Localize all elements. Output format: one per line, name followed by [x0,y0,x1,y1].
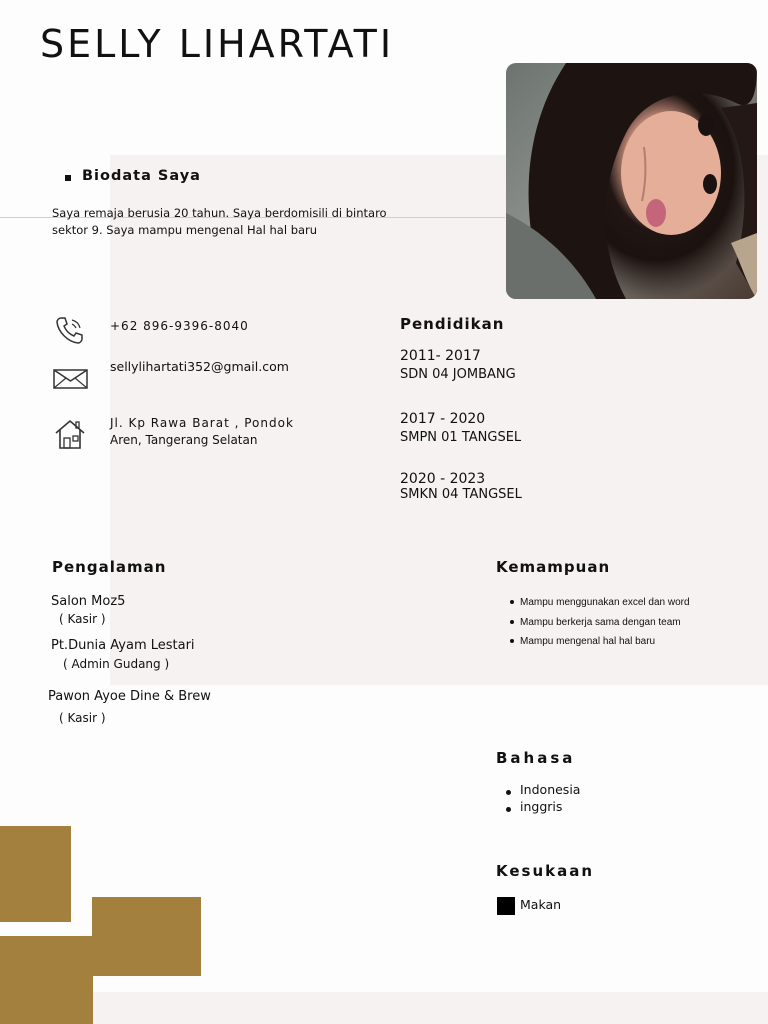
kesukaan-square [497,897,515,915]
kemampuan-item-1 [520,597,690,608]
bahasa-item-text: inggris [520,799,563,814]
biodata-text-line1: Saya remaja berusia 20 tahun. Saya berdomisili di bintaro [52,206,387,220]
pendidikan-school-1: SDN 04 JOMBANG [400,367,516,382]
photo-illustration [506,63,757,299]
kemampuan-item-text: Mampu menggunakan excel dan word [520,597,690,608]
pendidikan-years-1: 2011- 2017 [400,348,481,364]
bg-panel-bottom [0,992,768,1024]
bullet-dot [510,600,514,604]
page-title: SELLY LIHARTATI [40,22,395,66]
gold-block-3 [0,936,93,1024]
bullet-dot [506,790,511,795]
kemampuan-item-text: Mampu berkerja sama dengan team [520,617,681,628]
pengalaman-role-3: ( Kasir ) [59,711,106,725]
bullet-dot [510,620,514,624]
pendidikan-school-2: SMPN 01 TANGSEL [400,430,522,445]
pengalaman-place-3: Pawon Ayoe Dine & Brew [48,689,211,704]
home-icon [54,418,86,450]
kemampuan-item-3 [520,636,655,647]
pendidikan-years-2: 2017 - 2020 [400,411,486,427]
pendidikan-years-3: 2020 - 2023 [400,471,486,487]
pengalaman-role-1: ( Kasir ) [59,612,106,626]
phone-icon [54,314,86,346]
bullet-dot [510,639,514,643]
bahasa-title: Bahasa [496,749,576,767]
kesukaan-title: Kesukaan [496,862,595,880]
bahasa-item-1 [520,782,580,797]
biodata-text-line2: sektor 9. Saya mampu mengenal Hal hal baru [52,223,318,237]
pendidikan-title: Pendidikan [400,315,505,333]
contact-address-line1: Jl. Kp Rawa Barat , Pondok [110,416,294,430]
kemampuan-item-2 [520,617,681,628]
profile-photo [506,63,757,299]
pendidikan-school-3: SMKN 04 TANGSEL [400,487,522,502]
pengalaman-place-2: Pt.Dunia Ayam Lestari [51,638,195,653]
kesukaan-item-1: Makan [520,897,562,912]
kemampuan-title: Kemampuan [496,558,611,576]
contact-email: sellylihartati352@gmail.com [110,359,289,374]
biodata-title: Biodata Saya [82,168,201,184]
pengalaman-place-1: Salon Moz5 [51,594,126,609]
bullet-dot [506,807,511,812]
gold-block-1 [0,826,71,922]
contact-address-line2: Aren, Tangerang Selatan [110,433,258,447]
mail-icon [53,367,89,391]
pengalaman-role-2: ( Admin Gudang ) [63,657,170,671]
bahasa-item-2 [520,799,562,814]
contact-phone: +62 896-9396-8040 [110,319,249,333]
gold-block-2 [92,897,201,976]
biodata-bullet [65,175,71,181]
pengalaman-title: Pengalaman [52,558,167,576]
kemampuan-item-text: Mampu mengenal hal hal baru [520,636,656,647]
bahasa-item-text: Indonesia [520,782,581,797]
